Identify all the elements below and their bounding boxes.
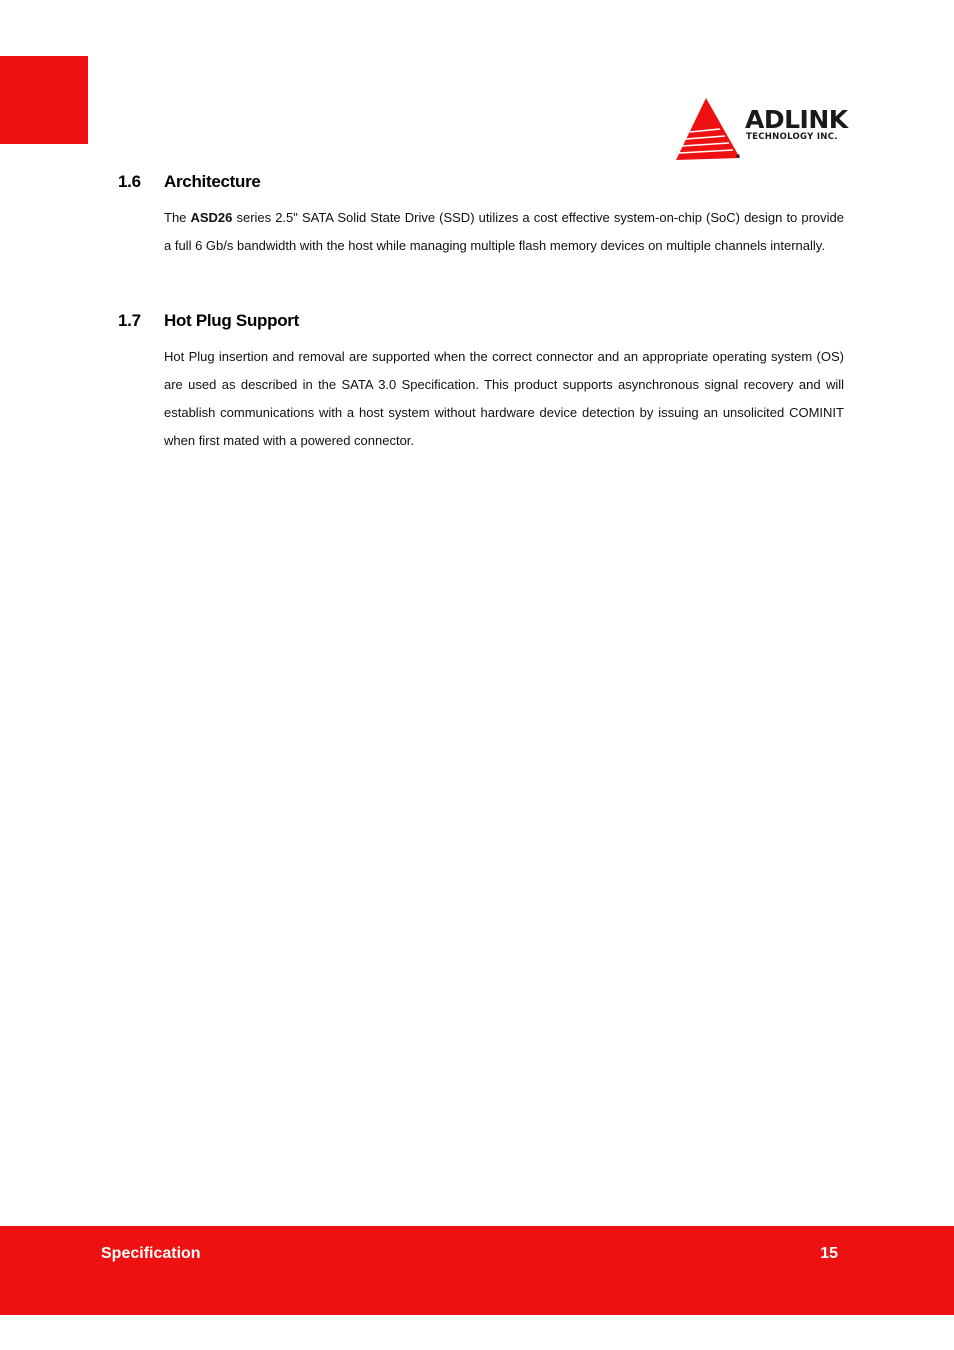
section-body-architecture xyxy=(164,204,844,260)
adlink-triangle-logo-icon xyxy=(676,96,744,164)
section-heading-hot-plug xyxy=(118,312,299,329)
section-title: Hot Plug Support xyxy=(164,311,299,330)
footer-band xyxy=(0,1226,954,1315)
section-body-hot-plug: Hot Plug insertion and removal are supported when the correct connector and an appropriate operating system (OS) are used as described in the SATA 3.0 Specification. This product supports asynchronous signal recovery and will establish communications with a host system without hardware device detection by issuing an unsolicited COMINIT when first mated with a powered connector. xyxy=(164,349,844,448)
product-name: ASD26 xyxy=(190,210,233,225)
section-title: Architecture xyxy=(164,172,261,191)
body-prefix: The xyxy=(164,210,191,225)
adlink-logo xyxy=(676,96,886,164)
footer-page-number: 15 xyxy=(820,1245,838,1262)
section-number: 1.6 xyxy=(118,172,141,191)
logo-subline: TECHNOLOGY INC. xyxy=(746,132,838,142)
footer-chapter-title: Specification xyxy=(101,1245,201,1262)
section-heading-architecture xyxy=(118,173,261,190)
header-corner-block xyxy=(0,56,88,144)
section-number: 1.7 xyxy=(118,311,141,330)
logo-wordmark: ADLINK xyxy=(745,105,848,134)
body-rest: series 2.5" SATA Solid State Drive (SSD) utilizes a cost effective system-on-chip (SoC) design to provide a full 6 Gb/s bandwidth with the host while managing multiple flash memory devices on multiple channels internally. xyxy=(164,210,844,253)
